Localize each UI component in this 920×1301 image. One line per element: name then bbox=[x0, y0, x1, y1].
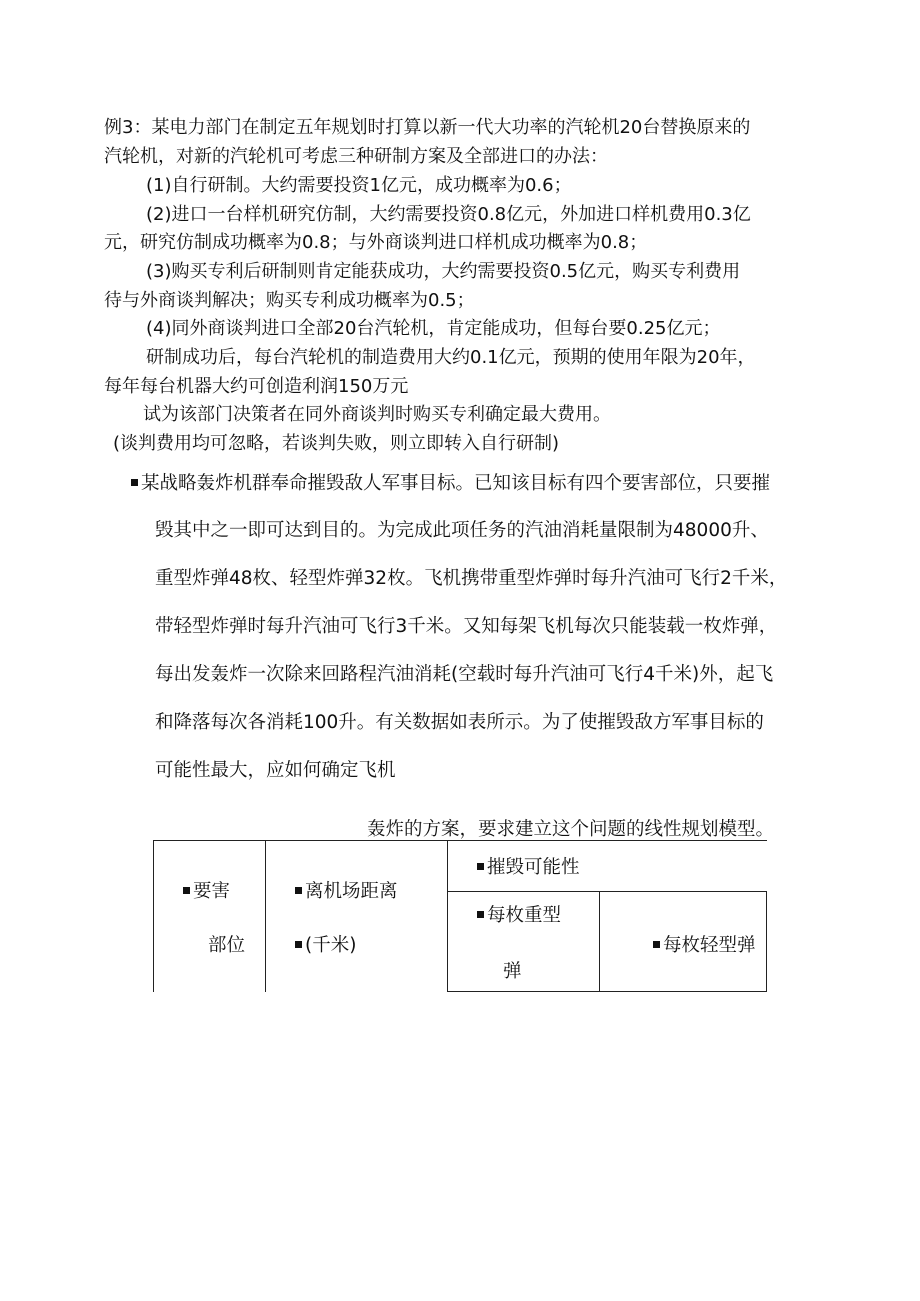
header-part-label: 要害 bbox=[183, 880, 230, 904]
table-border-top bbox=[153, 840, 767, 841]
bullet-icon bbox=[295, 941, 302, 948]
problem-line bbox=[131, 472, 770, 496]
problem-line: 毁其中之一即可达到目的。为完成此项任务的汽油消耗量限制为48000升、 bbox=[155, 520, 769, 541]
example-line: 研制成功后，每台汽轮机的制造费用大约0.1亿元，预期的使用年限为20年， bbox=[146, 347, 756, 368]
bullet-icon bbox=[183, 887, 190, 894]
header-heavy-bomb: 每枚重型 bbox=[477, 904, 561, 928]
table-border-bottom bbox=[447, 991, 767, 992]
header-part-label-2: 部位 bbox=[208, 935, 246, 956]
header-destroy-probability: 摧毁可能性 bbox=[477, 856, 580, 880]
problem-line: 每出发轰炸一次除来回路程汽油消耗(空载时每升汽油可飞行4千米)外，起飞 bbox=[155, 664, 774, 685]
example-line: 元，研究仿制成功概率为0.8；与外商谈判进口样机成功概率为0.8； bbox=[104, 232, 648, 253]
example-line: 汽轮机，对新的汽轮机可考虑三种研制方案及全部进口的办法： bbox=[104, 146, 608, 167]
table-border-left bbox=[153, 840, 154, 992]
table-divider bbox=[447, 891, 767, 892]
problem-line: 轰炸的方案，要求建立这个问题的线性规划模型。 bbox=[367, 819, 775, 840]
bullet-icon bbox=[295, 887, 302, 894]
example-line: (3)购买专利后研制则肯定能获成功，大约需要投资0.5亿元，购买专利费用 bbox=[146, 261, 741, 282]
example-line: (4)同外商谈判进口全部20台汽轮机，肯定能成功，但每台要0.25亿元； bbox=[146, 318, 721, 339]
table-divider bbox=[447, 840, 448, 992]
bullet-icon bbox=[653, 941, 660, 948]
header-light-bomb: 每枚轻型弹 bbox=[653, 934, 756, 958]
header-distance-label: 离机场距离 bbox=[295, 880, 398, 904]
table-border-right bbox=[766, 891, 767, 992]
problem-line: 带轻型炸弹时每升汽油可飞行3千米。又知每架飞机每次只能装载一枚炸弹， bbox=[155, 616, 778, 637]
header-distance-unit: (千米) bbox=[295, 934, 356, 958]
example-line: 例3：某电力部门在制定五年规划时打算以新一代大功率的汽轮机20台替换原来的 bbox=[104, 117, 751, 138]
example-line: (谈判费用均可忽略，若谈判失败，则立即转入自行研制) bbox=[113, 433, 560, 454]
bullet-icon bbox=[131, 479, 138, 486]
example-line: 试为该部门决策者在同外商谈判时购买专利确定最大费用。 bbox=[143, 404, 611, 425]
example-line: (2)进口一台样机研究仿制，大约需要投资0.8亿元，外加进口样机费用0.3亿 bbox=[146, 204, 751, 225]
bullet-icon bbox=[477, 911, 484, 918]
bullet-icon bbox=[477, 863, 484, 870]
problem-line: 重型炸弹48枚、轻型炸弹32枚。飞机携带重型炸弹时每升汽油可飞行2千米， bbox=[155, 568, 788, 589]
table-divider bbox=[265, 840, 266, 992]
example-line: (1)自行研制。大约需要投资1亿元，成功概率为0.6； bbox=[146, 175, 572, 196]
example-line: 待与外商谈判解决；购买专利成功概率为0.5； bbox=[104, 290, 475, 311]
problem-line: 和降落每次各消耗100升。有关数据如表所示。为了使摧毁敌方军事目标的 bbox=[155, 712, 764, 733]
example-line: 每年每台机器大约可创造利润150万元 bbox=[104, 376, 409, 397]
problem-text: 某战略轰炸机群奉命摧毁敌人军事目标。已知该目标有四个要害部位，只要摧 bbox=[141, 473, 771, 494]
header-heavy-bomb-2: 弹 bbox=[503, 961, 522, 982]
problem-line: 可能性最大，应如何确定飞机 bbox=[155, 760, 396, 781]
table-divider bbox=[599, 891, 600, 992]
